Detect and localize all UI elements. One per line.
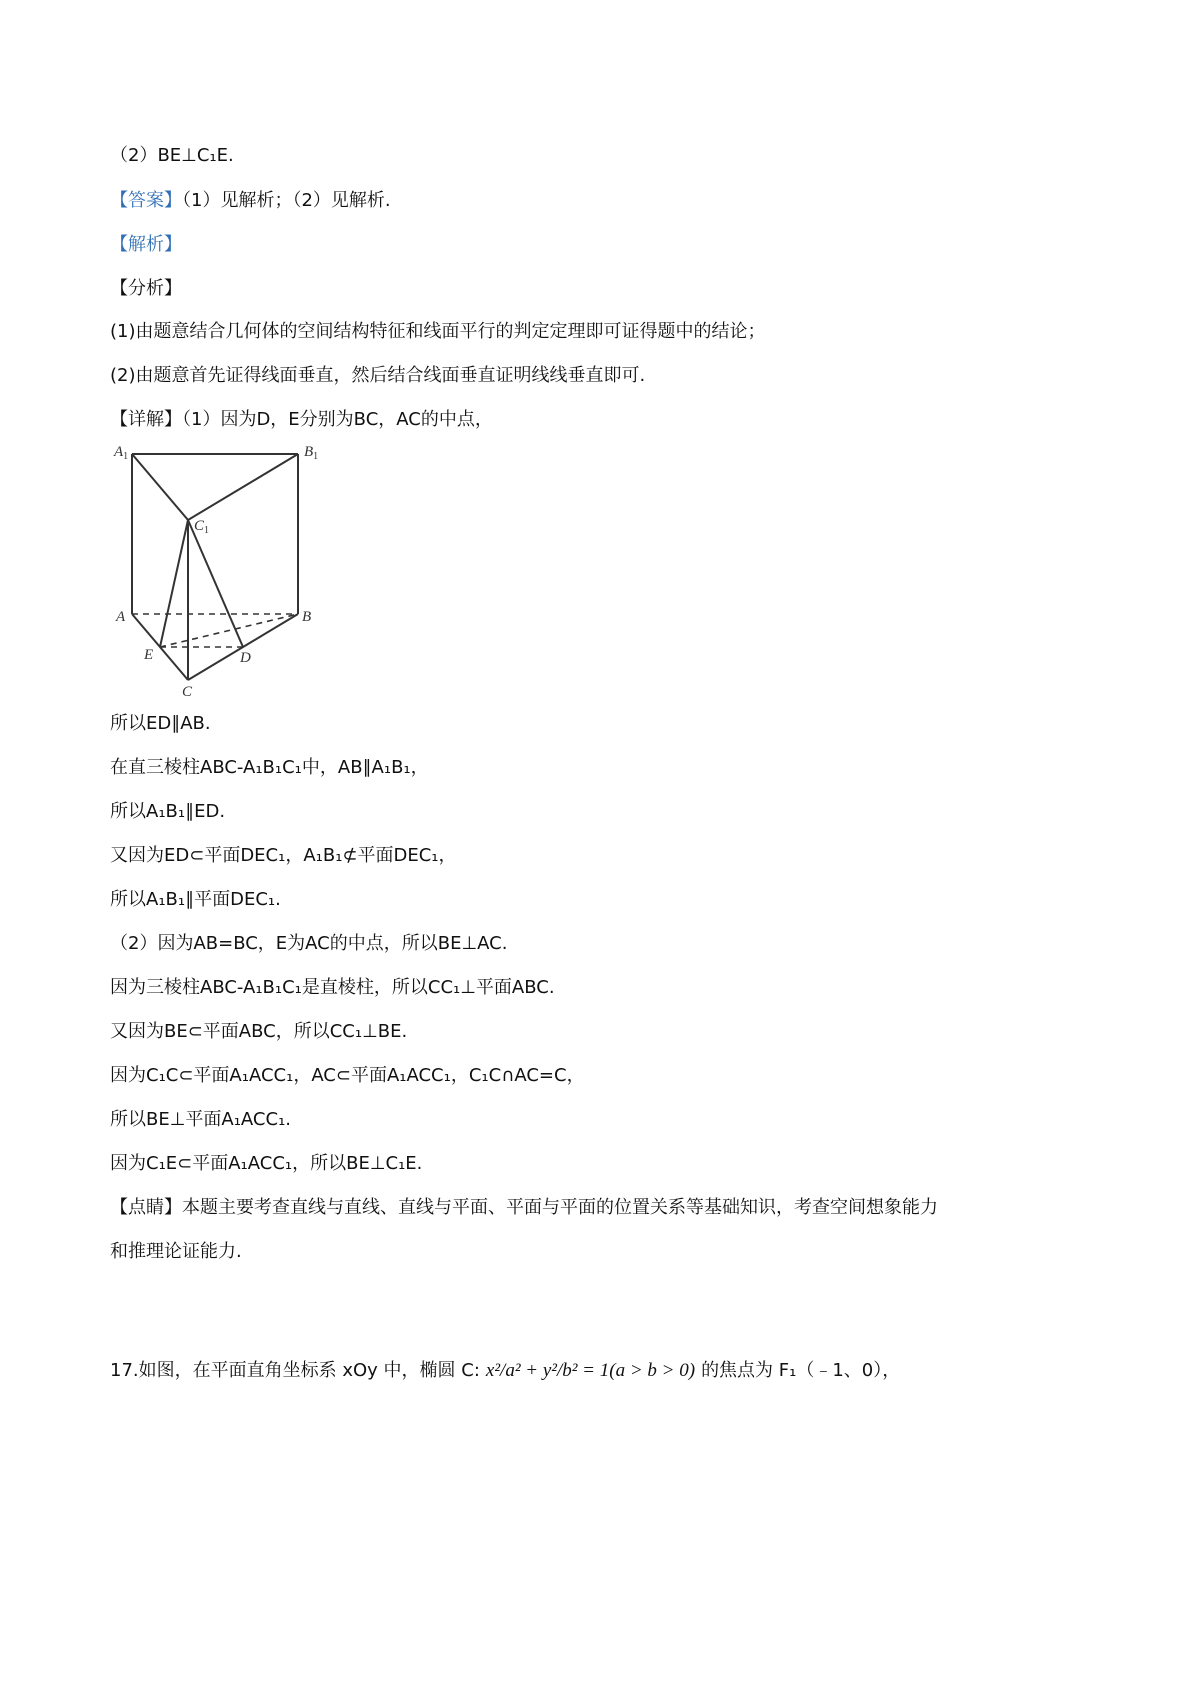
edge-e-b-hidden [160, 614, 298, 647]
edge-c1-d [188, 520, 243, 647]
analysis-label: 【解析】 [110, 234, 182, 255]
part2-claim: （2）BE⊥C₁E. [110, 145, 234, 166]
label-a: A [116, 609, 126, 625]
edge-c1-e [160, 520, 188, 647]
proof-line-10: 所以BE⊥平面A₁ACC₁. [110, 1109, 292, 1130]
label-a1: $A_1$ [114, 444, 129, 462]
proof-line-6: （2）因为AB=BC，E为AC的中点，所以BE⊥AC. [110, 933, 508, 954]
proof-line-11: 因为C₁E⊂平面A₁ACC₁，所以BE⊥C₁E. [110, 1153, 423, 1174]
q17-suffix: 的焦点为 F₁（﹣1、0）， [701, 1360, 901, 1381]
fenxi-p1: (1)由题意结合几何体的空间结构特征和线面平行的判定定理即可证得题中的结论； [110, 321, 766, 342]
label-b: B [302, 609, 312, 625]
q17-prefix: 17.如图，在平面直角坐标系 xOy 中，椭圆 C: [110, 1360, 480, 1381]
proof-line-3: 所以A₁B₁∥ED. [110, 801, 226, 822]
answer-label: 【答案】 [110, 190, 182, 211]
dianjing-line-1: 【点睛】本题主要考查直线与直线、直线与平面、平面与平面的位置关系等基础知识，考查空间想象能力 [110, 1197, 938, 1218]
dianjing-line-2: 和推理论证能力. [110, 1241, 242, 1262]
dianjing-label: 【点睛】 [110, 1197, 182, 1218]
label-c1: $C_1$ [194, 518, 210, 536]
proof-line-4: 又因为ED⊂平面DEC₁，A₁B₁⊄平面DEC₁， [110, 845, 457, 866]
label-d: D [240, 650, 251, 666]
label-e: E [144, 647, 154, 663]
detail-intro-text: （1）因为D，E分别为BC，AC的中点， [182, 409, 493, 430]
edge-b1-c1 [188, 454, 298, 520]
detail-label: 【详解】 [110, 409, 182, 430]
question-17 [110, 1340, 1100, 1400]
fenxi-p2: (2)由题意首先证得线面垂直，然后结合线面垂直证明线线垂直即可. [110, 365, 646, 386]
proof-line-7: 因为三棱柱ABC-A₁B₁C₁是直棱柱，所以CC₁⊥平面ABC. [110, 977, 555, 998]
label-c: C [182, 684, 193, 700]
answer-line [110, 187, 1100, 214]
q17-equation: x²/a² + y²/b² = 1(a > b > 0) [485, 1360, 696, 1381]
detail-intro [110, 406, 1100, 433]
proof-line-5: 所以A₁B₁∥平面DEC₁. [110, 889, 281, 910]
proof-line-1: 所以ED∥AB. [110, 713, 211, 734]
fenxi-label: 【分析】 [110, 278, 182, 299]
label-b1: $B_1$ [304, 444, 319, 462]
answer-text: （1）见解析；（2）见解析. [182, 190, 391, 211]
proof-line-9: 因为C₁C⊂平面A₁ACC₁，AC⊂平面A₁ACC₁，C₁C∩AC=C， [110, 1065, 585, 1086]
proof-line-8: 又因为BE⊂平面ABC，所以CC₁⊥BE. [110, 1021, 408, 1042]
edge-a1-c1 [132, 454, 188, 520]
prism-figure [110, 440, 330, 702]
proof-line-2: 在直三棱柱ABC-A₁B₁C₁中，AB∥A₁B₁， [110, 757, 429, 778]
